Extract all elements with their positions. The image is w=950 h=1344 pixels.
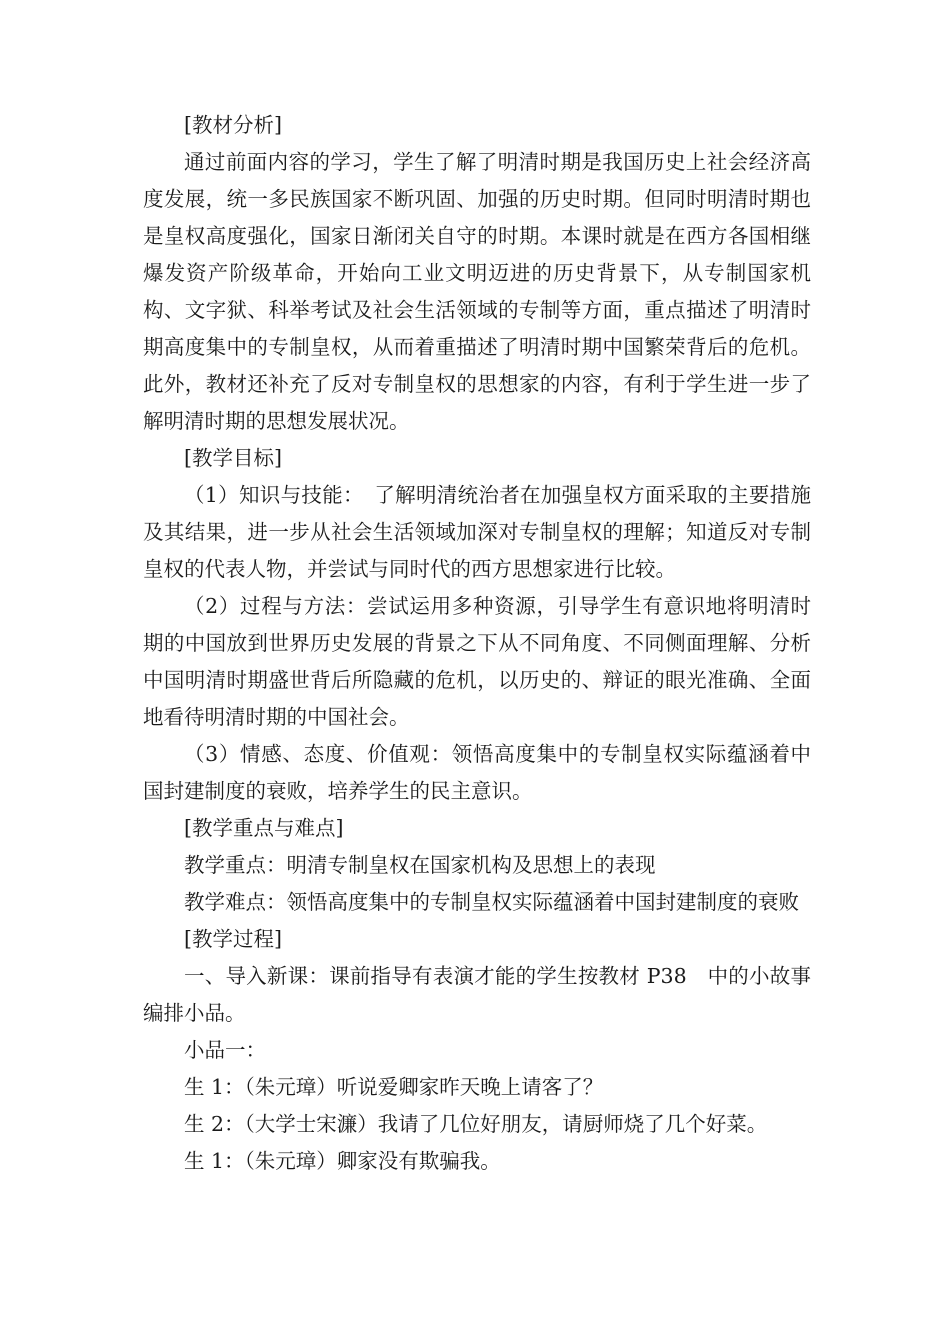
dialogue-line: 生 1：（朱元璋）听说爱卿家昨天晚上请客了？ — [184, 1075, 604, 1099]
paragraph-goal-knowledge: （1）知识与技能： 了解明清统治者在加强皇权方面采取的主要措施及其结果，进一步从社会生活领域加深对专制皇权的理解；知道反对专制皇权的代表人物，并尝试与同时代的西方思想家进行比较。 — [143, 483, 811, 581]
section-heading-teaching-goals: [教学目标] — [184, 446, 282, 470]
section-heading-teaching-process: [教学过程] — [184, 927, 282, 951]
paragraph-goal-process: （2）过程与方法：尝试运用多种资源，引导学生有意识地将明清时期的中国放到世界历史发展的背景之下从不同角度、不同侧面理解、分析中国明清时期盛世背后所隐藏的危机，以历史的、辩证的眼光准确、全面地看待明清时期的中国社会。 — [143, 594, 811, 729]
paragraph-difficult-point: 教学难点：领悟高度集中的专制皇权实际蕴涵着中国封建制度的衰败 — [184, 890, 799, 914]
paragraph-textbook-analysis: 通过前面内容的学习，学生了解了明清时期是我国历史上社会经济高度发展，统一多民族国家不断巩固、加强的历史时期。但同时明清时期也是皇权高度强化，国家日渐闭关自守的时期。本课时就是在西方各国相继爆发资产阶级革命，开始向工业文明迈进的历史背景下，从专制国家机构、文字狱、科举考试及社会生活领域的专制等方面，重点描述了明清时期高度集中的专制皇权，从而着重描述了明清时期中国繁荣背后的危机。此外，教材还补充了反对专制皇权的思想家的内容，有利于学生进一步了解明清时期的思想发展状况。 — [143, 150, 811, 433]
paragraph-goal-emotion: （3）情感、态度、价值观：领悟高度集中的专制皇权实际蕴涵着中国封建制度的衰败，培养学生的民主意识。 — [143, 742, 811, 803]
section-heading-textbook-analysis: [教材分析] — [184, 113, 282, 137]
dialogue-line: 生 2：（大学士宋濂）我请了几位好朋友，请厨师烧了几个好菜。 — [184, 1112, 768, 1136]
dialogue-line: 生 1：（朱元璋）卿家没有欺骗我。 — [184, 1149, 501, 1173]
paragraph-skit-one: 小品一： — [184, 1038, 266, 1062]
paragraph-introduction: 一、导入新课：课前指导有表演才能的学生按教材 P38 中的小故事编排小品。 — [143, 964, 811, 1025]
document-body — [143, 107, 811, 1180]
section-heading-key-difficult-points: [教学重点与难点] — [184, 816, 344, 840]
paragraph-key-point: 教学重点：明清专制皇权在国家机构及思想上的表现 — [184, 853, 656, 877]
